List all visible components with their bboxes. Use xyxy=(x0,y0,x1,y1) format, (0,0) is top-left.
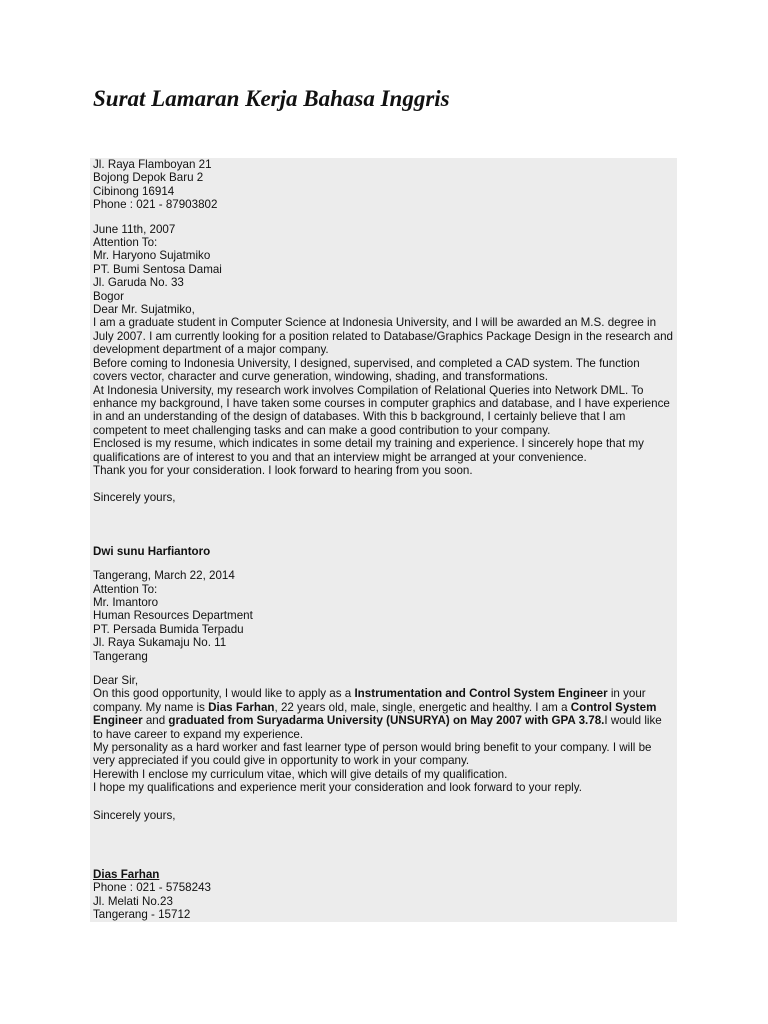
body-line: At Indonesia University, my research work involves Compilation of Relational Queries into Network DML. To xyxy=(93,383,644,397)
contact-line: Tangerang - 15712 xyxy=(93,908,191,922)
closing: Sincerely yours, xyxy=(93,491,176,505)
recipient-line: PT. Bumi Sentosa Damai xyxy=(93,262,222,276)
address-line: Cibinong 16914 xyxy=(93,184,175,198)
body-line: Engineer and graduated from Suryadarma University (UNSURYA) on May 2007 with GPA 3.78.I would like xyxy=(93,714,662,728)
body-line: enhance my background, I have taken some courses in computer graphics and database, and I have experience xyxy=(93,396,670,410)
body-line: July 2007. I am currently looking for a position related to Database/Graphics Package Design in the research and xyxy=(93,329,674,343)
body-line: On this good opportunity, I would like to apply as a Instrumentation and Control System Engineer in your xyxy=(93,687,646,701)
sender-phone: Phone : 021 - 87903802 xyxy=(93,198,218,212)
recipient-line: Mr. Imantoro xyxy=(93,595,159,609)
contact-phone: Phone : 021 - 5758243 xyxy=(93,881,211,895)
body-line: I am a graduate student in Computer Science at Indonesia University, and I will be awarded an M.S. degree in xyxy=(93,316,657,330)
recipient-block xyxy=(93,583,677,663)
body-line: very appreciated if you could give in opportunity to work in your company. xyxy=(93,754,470,768)
body-line: Enclosed is my resume, which indicates in some detail my training and experience. I sincerely hope that my xyxy=(93,437,644,451)
letter-body xyxy=(93,687,677,794)
body-line: Thank you for your consideration. I look forward to hearing from you soon. xyxy=(93,463,473,477)
letter-1 xyxy=(93,158,677,558)
page-title: Surat Lamaran Kerja Bahasa Inggris xyxy=(93,86,450,111)
body-line: covers vector, character and curve generation, windowing, shading, and transformations. xyxy=(93,370,548,384)
body-line: company. My name is Dias Farhan, 22 years old, male, single, energetic and healthy. I am a Control System xyxy=(93,700,657,714)
recipient-line: Human Resources Department xyxy=(93,609,253,623)
recipient-line: Bogor xyxy=(93,289,124,303)
contact-block xyxy=(93,881,677,921)
contact-line: Jl. Melati No.23 xyxy=(93,894,173,908)
recipient-line: Jl. Garuda No. 33 xyxy=(93,276,184,290)
body-line: Herewith I enclose my curriculum vitae, which will give details of my qualification. xyxy=(93,767,508,781)
body-line: I hope my qualifications and experience merit your consideration and look forward to your reply. xyxy=(93,781,582,795)
letter-date: Tangerang, March 22, 2014 xyxy=(93,569,235,583)
letter-body xyxy=(93,316,677,477)
applicant-name: Dias Farhan xyxy=(208,700,275,714)
body-line: Before coming to Indonesia University, I designed, supervised, and completed a CAD system. The function xyxy=(93,356,640,370)
body-line: competent to meet challenging tasks and can make a good contribution to your company. xyxy=(93,423,551,437)
position-title: Instrumentation and Control System Engineer xyxy=(354,687,608,701)
recipient-line: Tangerang xyxy=(93,649,148,663)
recipient-line: Attention To: xyxy=(93,582,158,596)
body-line: in and an understanding of the design of databases. With this b background, I certainly believe that I am xyxy=(93,410,626,424)
signature-name: Dias Farhan xyxy=(93,868,160,882)
letter-2 xyxy=(93,569,677,922)
salutation: Dear Mr. Sujatmiko, xyxy=(93,303,195,317)
recipient-line: PT. Persada Bumida Terpadu xyxy=(93,622,244,636)
recipient-line: Mr. Haryono Sujatmiko xyxy=(93,249,211,263)
salutation: Dear Sir, xyxy=(93,674,139,687)
body-line: qualifications are of interest to you and that an interview might be arranged at your convenience. xyxy=(93,450,587,464)
body-line: to have career to expand my experience. xyxy=(93,727,304,741)
signature-name: Dwi sunu Harfiantoro xyxy=(93,544,211,558)
recipient-block xyxy=(93,236,677,303)
recipient-line: Attention To: xyxy=(93,236,158,250)
body-line: My personality as a hard worker and fast learner type of person would bring benefit to your company. I will be xyxy=(93,741,652,755)
address-line: Jl. Raya Flamboyan 21 xyxy=(93,158,212,171)
sender-address xyxy=(93,158,677,212)
letter-date: June 11th, 2007 xyxy=(93,222,176,236)
letters-content xyxy=(93,158,677,922)
address-line: Bojong Depok Baru 2 xyxy=(93,171,204,185)
closing: Sincerely yours, xyxy=(93,808,176,822)
body-line: development department of a major company. xyxy=(93,343,329,357)
education-detail: graduated from Suryadarma University (UNSURYA) on May 2007 with GPA 3.78. xyxy=(168,714,605,728)
recipient-line: Jl. Raya Sukamaju No. 11 xyxy=(93,636,227,650)
